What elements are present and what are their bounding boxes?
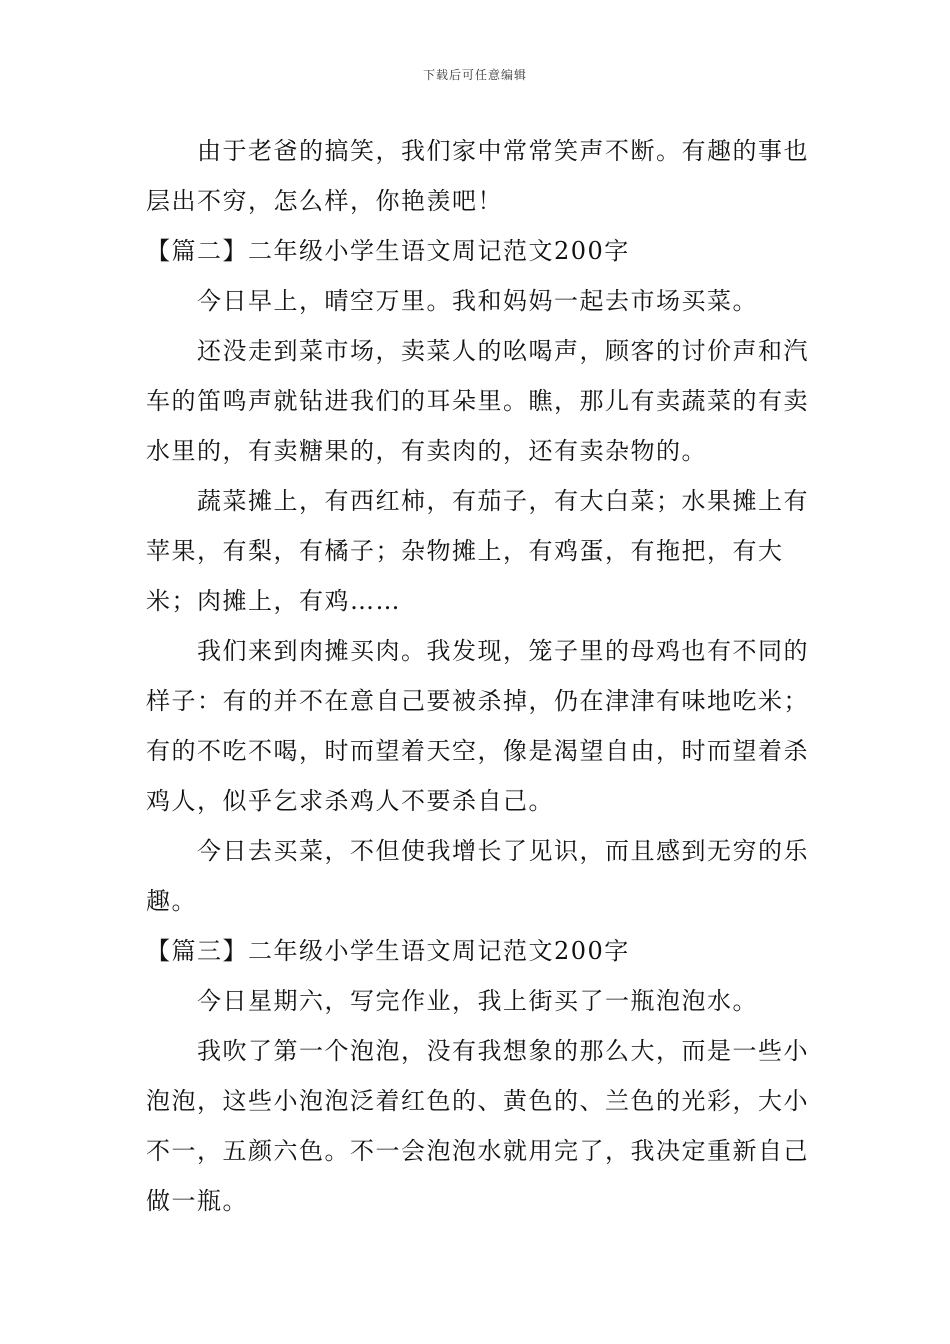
page-header-note: 下载后可任意编辑	[422, 68, 527, 82]
paragraph: 今日星期六，写完作业，我上街买了一瓶泡泡水。	[197, 987, 758, 1015]
paragraph: 由于老爸的搞笑，我们家中常常笑声不断。有趣的事也层出不穷，怎么样，你艳羡吧！	[146, 137, 809, 215]
paragraph: 我们来到肉摊买肉。我发现，笼子里的母鸡也有不同的样子：有的并不在意自己要被杀掉，仍在津津有味地吃米；有的不吃不喝，时而望着天空，像是渴望自由，时而望着杀鸡人，似乎乞求杀鸡人不要杀自己。	[146, 637, 809, 815]
document-body	[146, 126, 810, 1226]
paragraph: 今日去买菜，不但使我增长了见识，而且感到无穷的乐趣。	[146, 837, 809, 915]
paragraph: 我吹了第一个泡泡，没有我想象的那么大，而是一些小泡泡，这些小泡泡泛着红色的、黄色的、兰色的光彩，大小不一，五颜六色。不一会泡泡水就用完了，我决定重新自己做一瓶。	[146, 1037, 809, 1215]
paragraph: 还没走到菜市场，卖菜人的吆喝声，顾客的讨价声和汽车的笛鸣声就钻进我们的耳朵里。瞧，那儿有卖蔬菜的有卖水里的，有卖糖果的，有卖肉的，还有卖杂物的。	[146, 337, 809, 465]
section-heading: 【篇三】二年级小学生语文周记范文200字	[146, 937, 630, 965]
section-heading: 【篇二】二年级小学生语文周记范文200字	[146, 237, 630, 265]
paragraph: 今日早上，晴空万里。我和妈妈一起去市场买菜。	[197, 287, 758, 315]
paragraph: 蔬菜摊上，有西红柿，有茄子，有大白菜；水果摊上有苹果，有梨，有橘子；杂物摊上，有鸡蛋，有拖把，有大米；肉摊上，有鸡……	[146, 487, 809, 615]
